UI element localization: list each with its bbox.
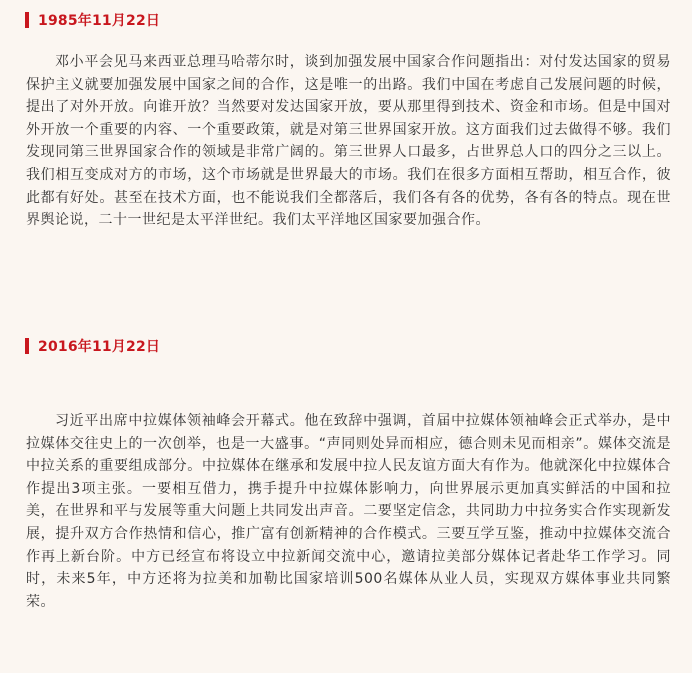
section-heading-2016 [25,335,160,357]
heading-accent-bar [25,338,29,354]
paragraph-1985: 邓小平会见马来西亚总理马哈蒂尔时，谈到加强发展中国家合作问题指出：对付发达国家的贸易保护主义就要加强发展中国家之间的合作，这是唯一的出路。我们中国在考虑自己发展问题的时候，提出了对外开放。向谁开放？当然要对发达国家开放，要从那里得到技术、资金和市场。但是中国对外开放一个重要的内容、一个重要政策，就是对第三世界国家开放。这方面我们过去做得不够。我们发现同第三世界国家合作的领域是非常广阔的。第三世界人口最多，占世界总人口的四分之三以上。我们相互变成对方的市场，这个市场就是世界最大的市场。我们在很多方面相互帮助，相互合作，彼此都有好处。甚至在技术方面，也不能说我们全都落后，我们各有各的优势，各有各的特点。现在世界舆论说，二十一世纪是太平洋世纪。我们太平洋地区国家要加强合作。 [26,54,671,229]
section-heading-1985 [25,9,160,31]
paragraph-2016: 习近平出席中拉媒体领袖峰会开幕式。他在致辞中强调，首届中拉媒体领袖峰会正式举办，是中拉媒体交往史上的一次创举，也是一大盛事。“声同则处异而相应，德合则未见而相亲”。媒体交流是中拉关系的重要组成部分。中拉媒体在继承和发展中拉人民友谊方面大有作为。他就深化中拉媒体合作提出3项主张。一要相互借力，携手提升中拉媒体影响力，向世界展示更加真实鲜活的中国和拉美，在世界和平与发展等重大问题上共同发出声音。二要坚定信念，共同助力中拉务实合作实现新发展，提升双方合作热情和信心，推广富有创新精神的合作模式。三要互学互鉴，推动中拉媒体交流合作再上新台阶。中方已经宣布将设立中拉新闻交流中心，邀请拉美部分媒体记者赴华工作学习。同时，未来5年，中方还将为拉美和加勒比国家培训500名媒体从业人员，实现双方媒体事业共同繁荣。 [26,413,671,610]
heading-date: 2016年11月22日 [38,339,161,355]
heading-accent-bar [25,12,29,28]
heading-date: 1985年11月22日 [38,13,161,29]
